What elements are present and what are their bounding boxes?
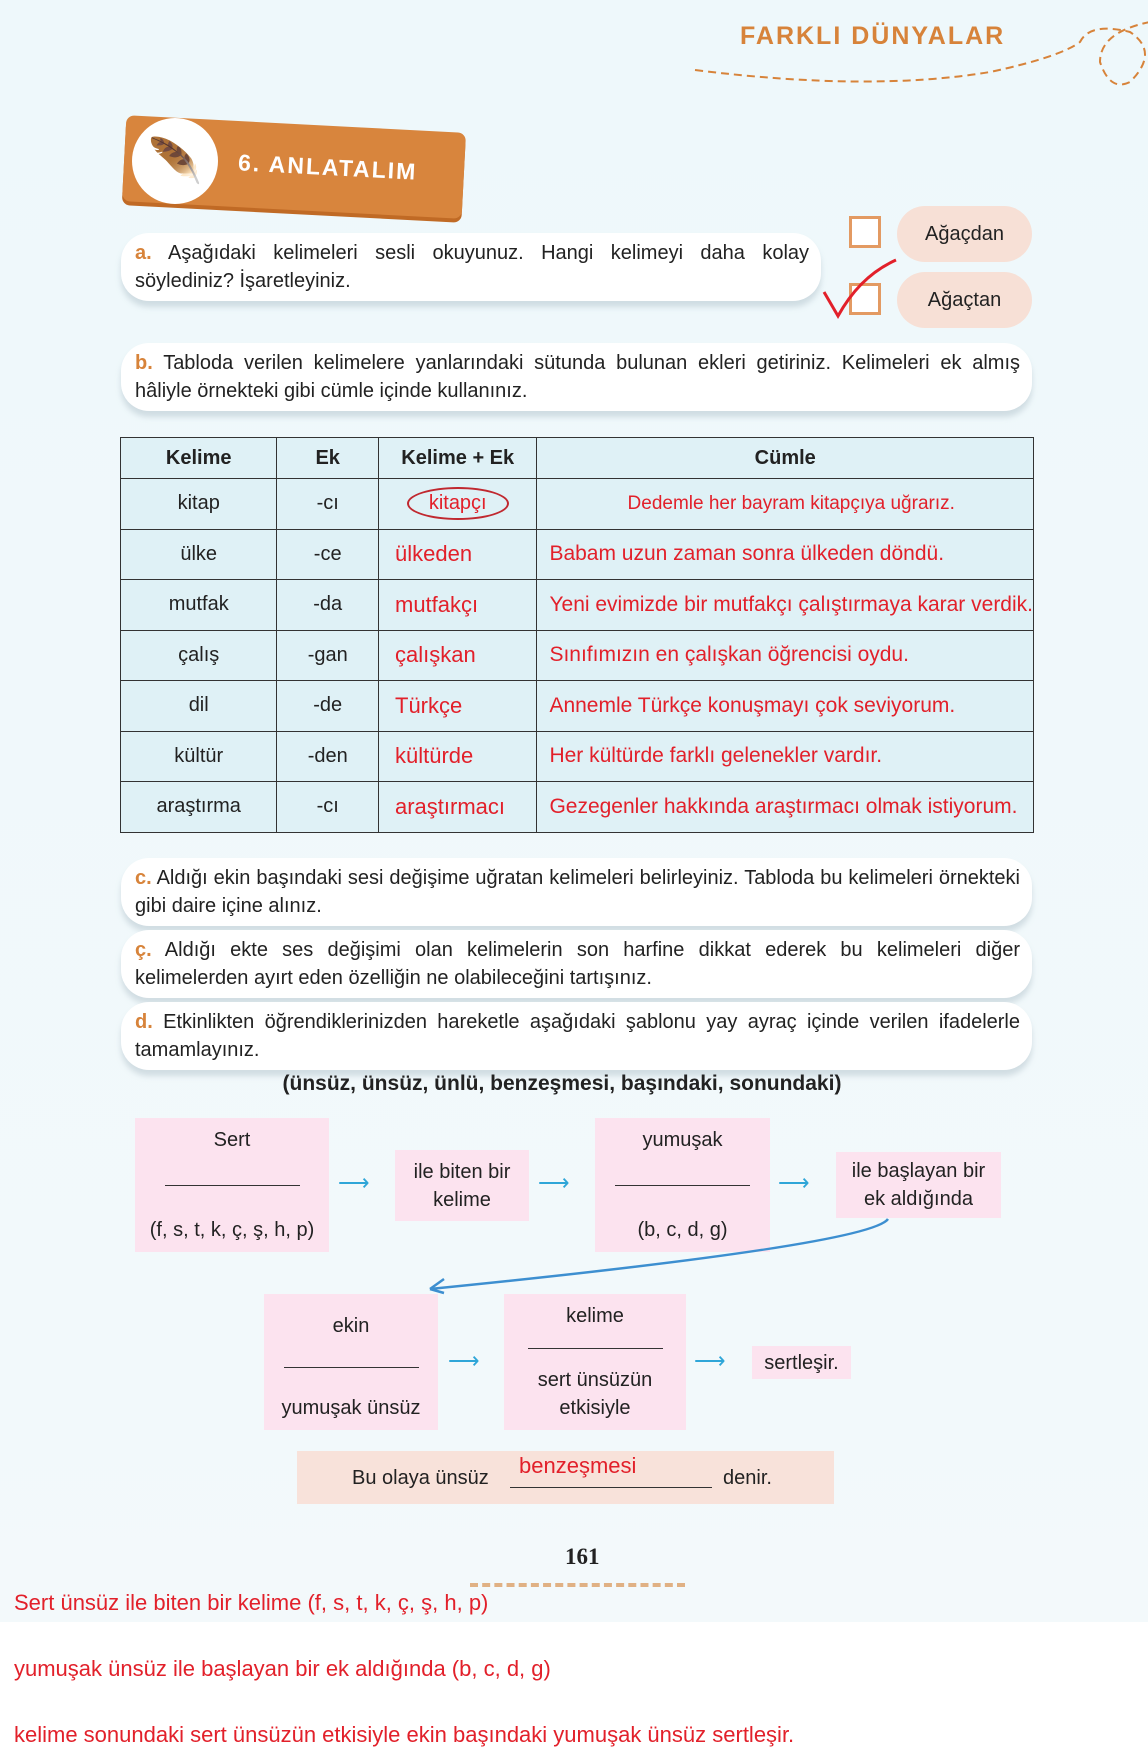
cell-ek: -den <box>277 731 379 782</box>
suffix-table <box>120 437 1034 833</box>
option-agactan[interactable]: Ağaçtan <box>897 272 1032 328</box>
table-row <box>121 782 1034 833</box>
flow-box-kelime: kelime sert ünsüzün etkisiyle <box>504 1294 686 1430</box>
flow-box-ekin: ekin yumuşak ünsüz <box>264 1294 438 1430</box>
cell-cumle: Gezegenler hakkında araştırmacı olmak istiyorum. <box>537 782 1034 833</box>
option-agacdan[interactable]: Ağaçdan <box>897 206 1032 262</box>
table-row <box>121 580 1034 631</box>
word-bank: (ünsüz, ünsüz, ünlü, benzeşmesi, başındaki, sonundaki) <box>282 1072 842 1095</box>
question-d: d. Etkinlikten öğrendiklerinizden hareketle aşağıdaki şablonu yay ayraç içinde verilen ifadelerle tamamlayınız. <box>121 1002 1032 1070</box>
question-a: a. Aşağıdaki kelimeleri sesli okuyunuz. Hangi kelimeyi daha kolay söylediniz? İşaretleyiniz. <box>121 233 821 301</box>
check-mark-icon <box>820 256 900 322</box>
conclusion-box <box>297 1451 834 1504</box>
cell-kelime-ek: çalışkan <box>379 630 537 681</box>
flow-box-sertlesir: sertleşir. <box>752 1346 851 1379</box>
dashed-swirl-decoration <box>690 12 1148 92</box>
question-cc: ç. Aldığı ekte ses değişimi olan kelimelerin son harfine dikkat ederek bu kelimeleri diğer kelimelerden ayırt eden özelliğin ne olabileceğini tartışınız. <box>121 930 1032 998</box>
cell-kelime: kültür <box>121 731 277 782</box>
cell-kelime-ek: araştırmacı <box>379 782 537 833</box>
col-cumle: Cümle <box>537 438 1034 479</box>
arrow-right-icon: ⟶ <box>694 1348 726 1373</box>
table-row <box>121 731 1034 782</box>
table-row <box>121 681 1034 732</box>
answer-line-1: Sert ünsüz ile biten bir kelime (f, s, t, k, ç, ş, h, p) <box>14 1590 489 1615</box>
cell-kelime: kitap <box>121 479 277 530</box>
cell-kelime-ek: ülkeden <box>379 529 537 580</box>
cell-cumle: Her kültürde farklı gelenekler vardır. <box>537 731 1034 782</box>
cell-kelime: çalış <box>121 630 277 681</box>
cell-ek: -cı <box>277 782 379 833</box>
arrow-right-icon: ⟶ <box>448 1348 480 1373</box>
cell-kelime-ek: Türkçe <box>379 681 537 732</box>
flow-box-sert: Sert (f, s, t, k, ç, ş, h, p) <box>135 1118 329 1252</box>
flow-box-ile-biten: ile biten bir kelime <box>395 1150 529 1221</box>
blank-line <box>510 1487 712 1488</box>
cell-ek: -de <box>277 681 379 732</box>
cell-kelime: ülke <box>121 529 277 580</box>
arrow-right-icon: ⟶ <box>538 1170 570 1195</box>
col-ek: Ek <box>277 438 379 479</box>
page-number-decoration <box>470 1583 685 1587</box>
table-row <box>121 529 1034 580</box>
cell-ek: -cı <box>277 479 379 530</box>
cell-cumle: Sınıfımızın en çalışkan öğrencisi oydu. <box>537 630 1034 681</box>
checkbox-agacdan[interactable] <box>849 216 881 248</box>
conclusion-prefix: Bu olaya ünsüz <box>352 1467 489 1489</box>
blank-line <box>284 1367 419 1368</box>
col-kelime-ek: Kelime + Ek <box>379 438 537 479</box>
col-kelime: Kelime <box>121 438 277 479</box>
page-number: 161 <box>565 1544 600 1569</box>
curved-arrow-icon <box>420 1215 900 1295</box>
flow-box-ile-baslayan: ile başlayan bir ek aldığında <box>836 1152 1001 1218</box>
question-b: b. Tabloda verilen kelimelere yanlarındaki sütunda bulunan ekleri getiriniz. Kelimeleri ek almış hâliyle örnekteki gibi cümle içinde kullanınız. <box>121 343 1032 411</box>
unit-title: FARKLI DÜNYALAR <box>740 22 1006 50</box>
circled-answer: kitapçı <box>407 487 509 520</box>
cell-kelime-ek: mutfakçı <box>379 580 537 631</box>
cell-cumle: Annemle Türkçe konuşmayı çok seviyorum. <box>537 681 1034 732</box>
cell-kelime: dil <box>121 681 277 732</box>
table-row <box>121 630 1034 681</box>
conclusion-answer: benzeşmesi <box>519 1453 637 1478</box>
answer-line-2: yumuşak ünsüz ile başlayan bir ek aldığında (b, c, d, g) <box>14 1656 551 1681</box>
cell-cumle: Yeni evimizde bir mutfakçı çalıştırmaya karar verdik. <box>537 580 1034 631</box>
conclusion-suffix: denir. <box>723 1467 772 1489</box>
blank-line <box>528 1348 663 1349</box>
question-c: c. Aldığı ekin başındaki sesi değişime uğratan kelimeleri belirleyiniz. Tabloda bu kelimeleri örnekteki gibi daire içine alınız. <box>121 858 1032 926</box>
blank-line <box>165 1185 300 1186</box>
section-title: 6. ANLATALIM <box>237 149 419 185</box>
cell-ek: -ce <box>277 529 379 580</box>
cell-ek: -gan <box>277 630 379 681</box>
cell-kelime-ek: kültürde <box>379 731 537 782</box>
flow-box-yumusak: yumuşak (b, c, d, g) <box>595 1118 770 1252</box>
arrow-right-icon: ⟶ <box>778 1170 810 1195</box>
cell-cumle: Dedemle her bayram kitapçıya uğrarız. <box>537 479 1034 530</box>
cell-kelime: araştırma <box>121 782 277 833</box>
cell-cumle: Babam uzun zaman sonra ülkeden döndü. <box>537 529 1034 580</box>
feather-icon: 🪶 <box>132 118 218 204</box>
cell-kelime-ek <box>379 479 537 530</box>
table-header <box>121 438 1034 479</box>
blank-line <box>615 1185 750 1186</box>
answer-line-3: kelime sonundaki sert ünsüzün etkisiyle ekin başındaki yumuşak ünsüz sertleşir. <box>14 1722 795 1747</box>
cell-kelime: mutfak <box>121 580 277 631</box>
table-row <box>121 479 1034 530</box>
arrow-right-icon: ⟶ <box>338 1170 370 1195</box>
cell-ek: -da <box>277 580 379 631</box>
